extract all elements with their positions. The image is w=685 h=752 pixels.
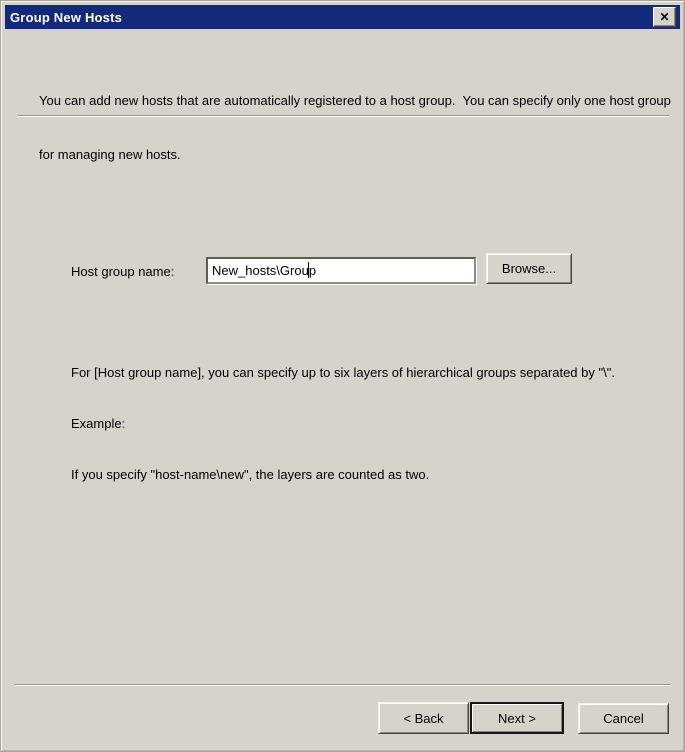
help-line-2: Example:: [71, 416, 126, 431]
host-group-name-label: Host group name:: [71, 264, 175, 279]
help-line-3: If you specify "host-name\new", the layers are counted as two.: [71, 467, 430, 482]
dialog-title: Group New Hosts: [10, 9, 123, 25]
text-caret: [308, 262, 309, 278]
close-icon: ✕: [659, 10, 670, 24]
browse-button[interactable]: Browse...: [486, 253, 572, 284]
intro-text: [39, 56, 669, 200]
help-text: [71, 330, 671, 517]
bottom-separator: [14, 684, 671, 686]
top-separator: [17, 115, 669, 117]
help-line-1: For [Host group name], you can specify up to six layers of hierarchical groups separated by "\".: [71, 365, 615, 380]
intro-line-1: You can add new hosts that are automatically registered to a host group. You can specify only one host group: [39, 93, 671, 108]
close-button[interactable]: [653, 7, 676, 27]
host-group-name-input[interactable]: [206, 257, 476, 284]
cancel-button[interactable]: Cancel: [578, 703, 669, 734]
next-button[interactable]: Next >: [470, 702, 564, 734]
titlebar[interactable]: [5, 5, 680, 29]
host-group-name-field-wrap: [206, 257, 476, 284]
intro-line-2: for managing new hosts.: [39, 147, 181, 162]
back-button[interactable]: < Back: [378, 702, 469, 734]
